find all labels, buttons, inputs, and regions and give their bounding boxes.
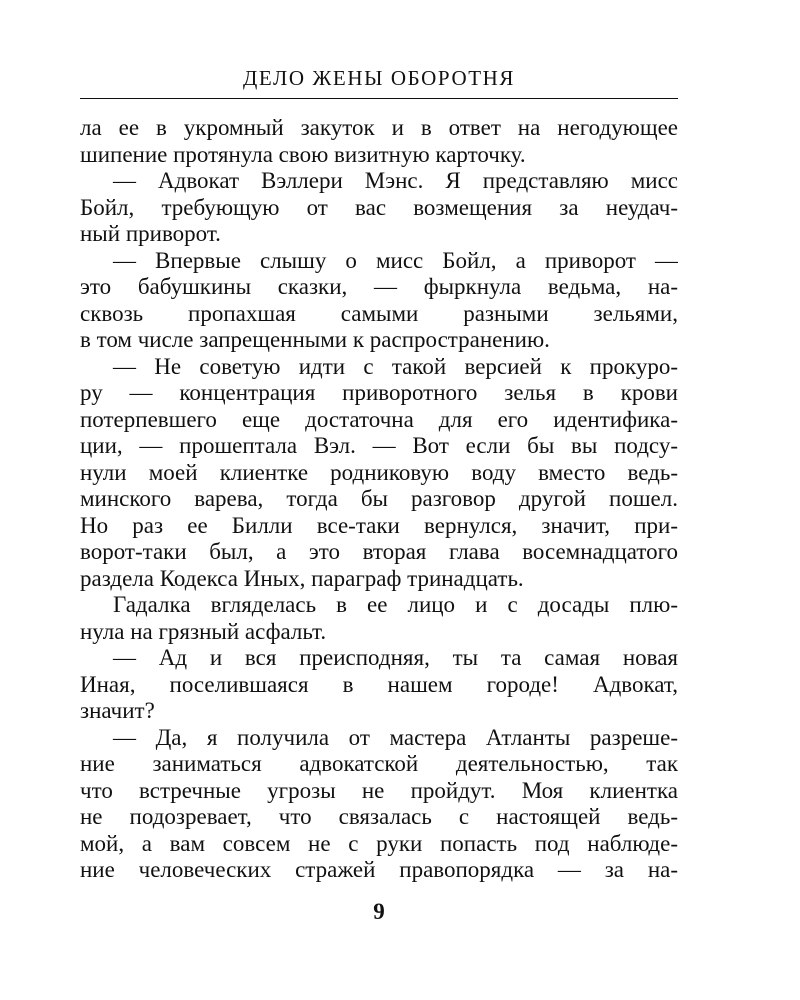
text-line: раздела Кодекса Иных, параграф тринадцать. — [80, 565, 524, 591]
text-line: минского варева, тогда бы разговор другой пошел. — [80, 486, 678, 511]
text-line: ворот-таки был, а это вторая глава восемнадцатого — [80, 539, 678, 564]
text-line: ние человеческих стражей правопорядка — за на- — [80, 857, 678, 882]
header-rule — [80, 98, 678, 99]
text-line: ции, — прошептала Вэл. — Вот если бы вы подсу- — [80, 433, 678, 458]
text-line: Но раз ее Билли все-таки вернулся, значит, при- — [80, 512, 678, 538]
text-line: Иная, поселившаяся в нашем городе! Адвокат, — [80, 671, 678, 697]
text-line: в том числе запрещенными к распространению. — [80, 327, 550, 352]
text-line: ру — концентрация приворотного зелья в крови — [80, 380, 678, 405]
text-line: нула на грязный асфальт. — [80, 618, 327, 644]
text-line: мой, а вам совсем не с руки попасть под наблюде- — [80, 830, 678, 856]
text-line: ла ее в укромный закуток и в ответ на негодующее — [80, 115, 678, 140]
text-line: что встречные угрозы не пройдут. Моя клиентка — [80, 777, 678, 803]
running-header: ДЕЛО ЖЕНЫ ОБОРОТНЯ — [242, 66, 516, 90]
text-line: Гадалка вгляделась в ее лицо и с досады плю- — [113, 592, 678, 617]
text-line: — Адвокат Вэллери Мэнс. Я представляю мисс — [113, 168, 678, 193]
body-text — [80, 115, 678, 884]
text-line: сквозь пропахшая самыми разными зельями, — [80, 300, 678, 326]
text-line: Бойл, требующую от вас возмещения за неудач- — [80, 194, 678, 220]
text-line: это бабушкины сказки, — фыркнула ведьма, на- — [80, 274, 678, 299]
text-line: шипение протянула свою визитную карточку. — [80, 141, 526, 167]
text-line: не подозревает, что связалась с настоящей ведь- — [80, 804, 678, 829]
text-line: ный приворот. — [80, 221, 221, 246]
text-line: значит? — [80, 698, 155, 723]
text-line: — Впервые слышу о мисс Бойл, а приворот — — [113, 247, 678, 273]
text-line: ние заниматься адвокатской деятельностью, так — [80, 751, 678, 776]
text-line: нули моей клиентке родниковую воду вместо ведь- — [80, 459, 678, 485]
text-line: — Да, я получила от мастера Атланты разреше- — [113, 724, 678, 750]
text-line: — Не советую идти с такой версией к прокуро- — [113, 353, 678, 379]
text-line: — Ад и вся преисподняя, ты та самая новая — [113, 645, 678, 670]
text-line: потерпевшего еще достаточна для его идентифика- — [80, 406, 678, 432]
page-number: 9 — [373, 899, 385, 924]
